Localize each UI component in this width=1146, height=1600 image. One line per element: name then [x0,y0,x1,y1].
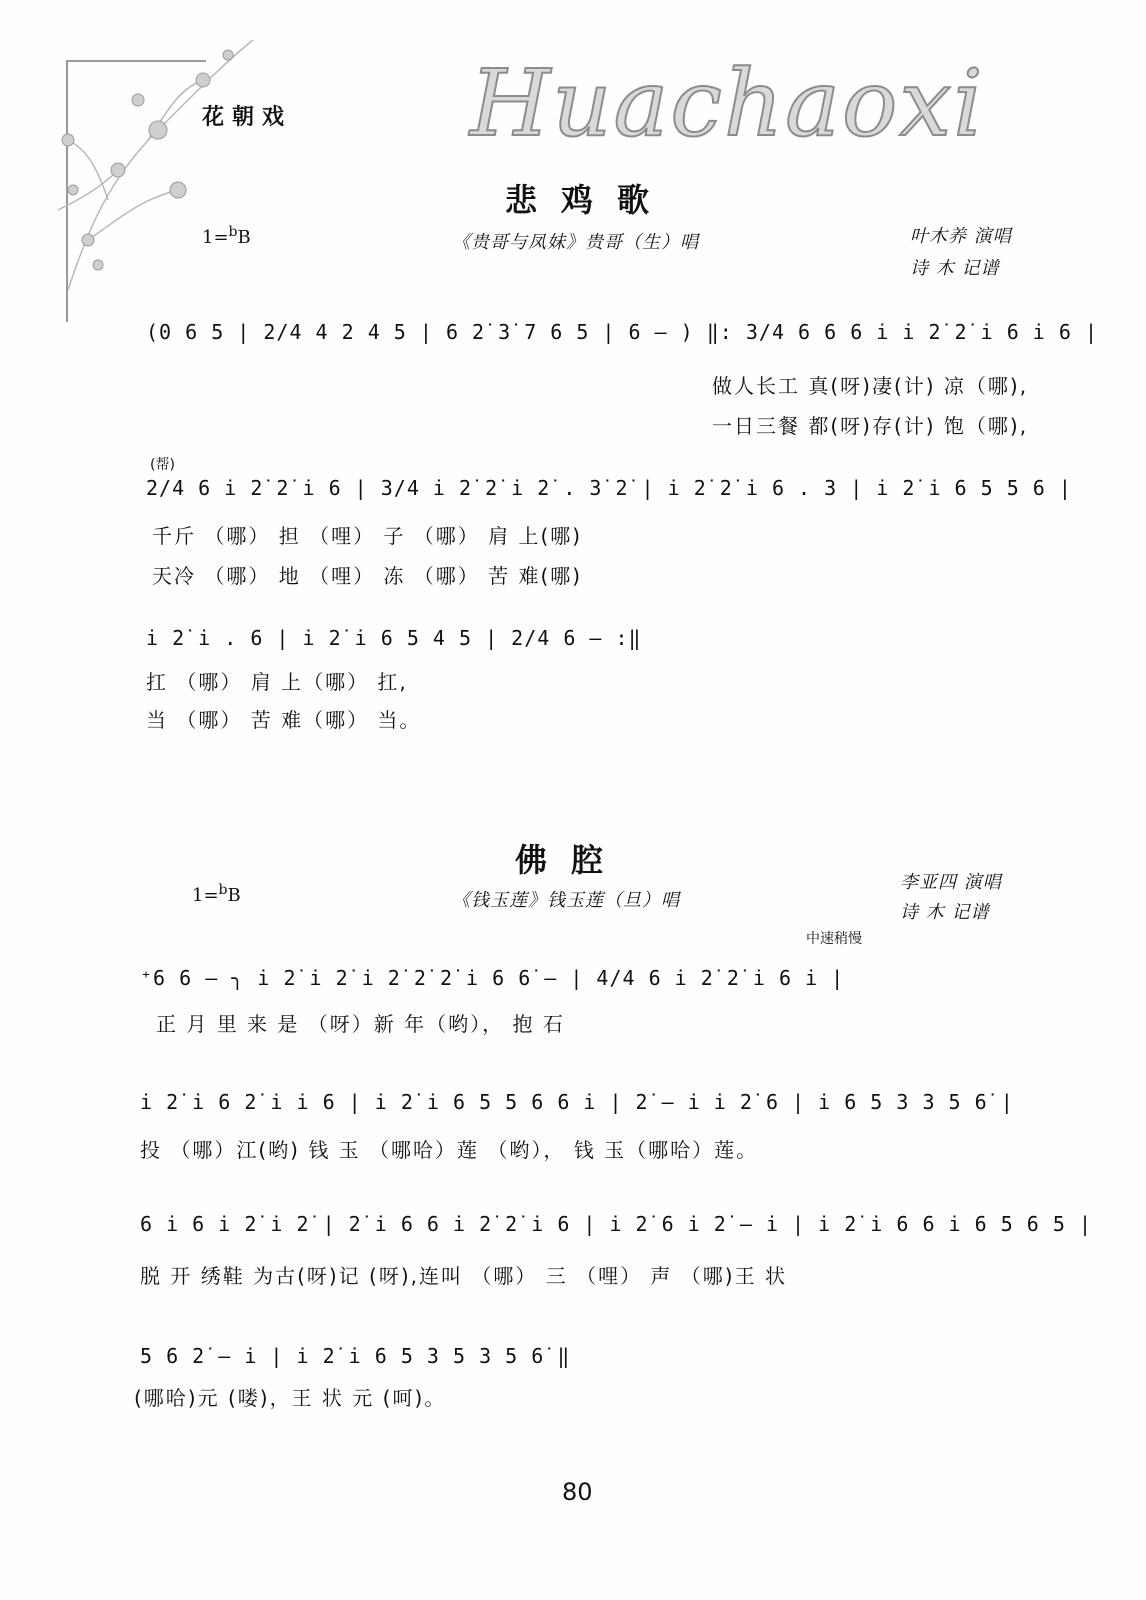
section-label: 花朝戏 [202,105,293,130]
song2-source: 《钱玉莲》钱玉莲（旦）唱 [452,890,680,911]
song2-lyric-line: (哪哈)元 (喽)，王 状 元 (呵)。 [134,1386,447,1410]
song1-key: 1=$^b$B [202,224,251,248]
song2-singer: 李亚四 演唱 [900,872,1002,893]
song2-lyric-line: 投 （哪）江(哟) 钱 玉 （哪哈）莲 （哟）， 钱 玉（哪哈）莲。 [140,1138,759,1162]
song1-notation-line: (0 6 5 | 2/4 4 2 4 5 | 6 2̇ 3̇ 7 6 5 | 6 — ) ‖: 3/4 6 6 6 i̇ i̇ 2̇ 2̇ i̇ 6 i̇ 6 | [146,320,1098,344]
song1-lyric-line: 当 （哪） 苦 难（哪） 当。 [146,708,422,732]
song2-lyric-line: 正 月 里 来 是 （呀）新 年（哟）， 抱 石 [156,1012,565,1036]
floral-ornament-icon [28,30,258,300]
banner-title: Huachaoxi [470,50,985,157]
page-number: 80 [562,1478,593,1506]
song2-transcriber: 诗 木 记谱 [900,902,990,923]
song1-lyric-line: 做人长工 真(呀)凄(计) 凉（哪), [712,374,1029,398]
song1-lyric-line: 扛 （哪） 肩 上（哪） 扛, [146,670,408,694]
song1-lyric-line: 一日三餐 都(呀)存(计) 饱（哪), [712,414,1029,438]
song2-lyric-line: 脱 开 绣鞋 为古(呀)记 (呀),连叫 （哪） 三 （哩） 声 （哪)王 状 [140,1264,787,1288]
song2-key: 1=$^b$B [192,882,241,906]
song1-lyric-line: 天冷 （哪） 地 （哩） 冻 （哪） 苦 难(哪) [152,564,583,588]
song1-title: 悲鸡歌 [505,181,674,219]
song1-singer: 叶木养 演唱 [910,226,1012,247]
song2-title: 佛腔 [515,841,628,879]
song1-help-mark: (帮) [150,457,175,473]
song1-lyric-line: 千斤 （哪） 担 （哩） 子 （哪） 肩 上(哪) [152,524,583,548]
song1-notation-line: i̇ 2̇ i̇ . 6 | i̇ 2̇ i̇ 6 5 4 5 | 2/4 6 — :‖ [146,626,642,650]
song1-transcriber: 诗 木 记谱 [910,258,1000,279]
song2-notation-line: ⁺6 6 — ╮ i̇ 2̇ i̇ 2̇ i̇ 2̇ 2̇ 2̇ i̇ 6 6̇ — | 4/4 6 i̇ 2̇ 2̇ i̇ 6 i̇ | [140,966,845,990]
song2-notation-line: 5 6 2̇ — i̇ | i̇ 2̇ i̇ 6 5 3 5 3 5 6̇ ‖ [140,1344,571,1368]
song2-notation-line: 6 i̇ 6 i̇ 2̇ i̇ 2̇ | 2̇ i̇ 6 6 i̇ 2̇ 2̇ i̇ 6 | i̇ 2̇ 6 i̇ 2̇ — i̇ | i̇ 2̇ i̇ 6 6 i̇ 6 5 6 5 | [140,1212,1092,1236]
tempo-marking: 中速稍慢 [806,931,862,947]
song1-source: 《贵哥与凤妹》贵哥（生）唱 [452,232,699,253]
song1-notation-line: 2/4 6 i̇ 2̇ 2̇ i̇ 6 | 3/4 i̇ 2̇ 2̇ i̇ 2̇ . 3̇ 2̇ | i̇ 2̇ 2̇ i̇ 6 . 3 | i̇ 2̇ i̇ 6 5 5 6 | [146,476,1072,500]
song2-notation-line: i̇ 2̇ i̇ 6 2̇ i̇ i̇ 6 | i̇ 2̇ i̇ 6 5 5 6 6 i̇ | 2̇ — i̇ i̇ 2̇ 6 | i̇ 6 5 3 3 5 6̇ | [140,1090,1014,1114]
